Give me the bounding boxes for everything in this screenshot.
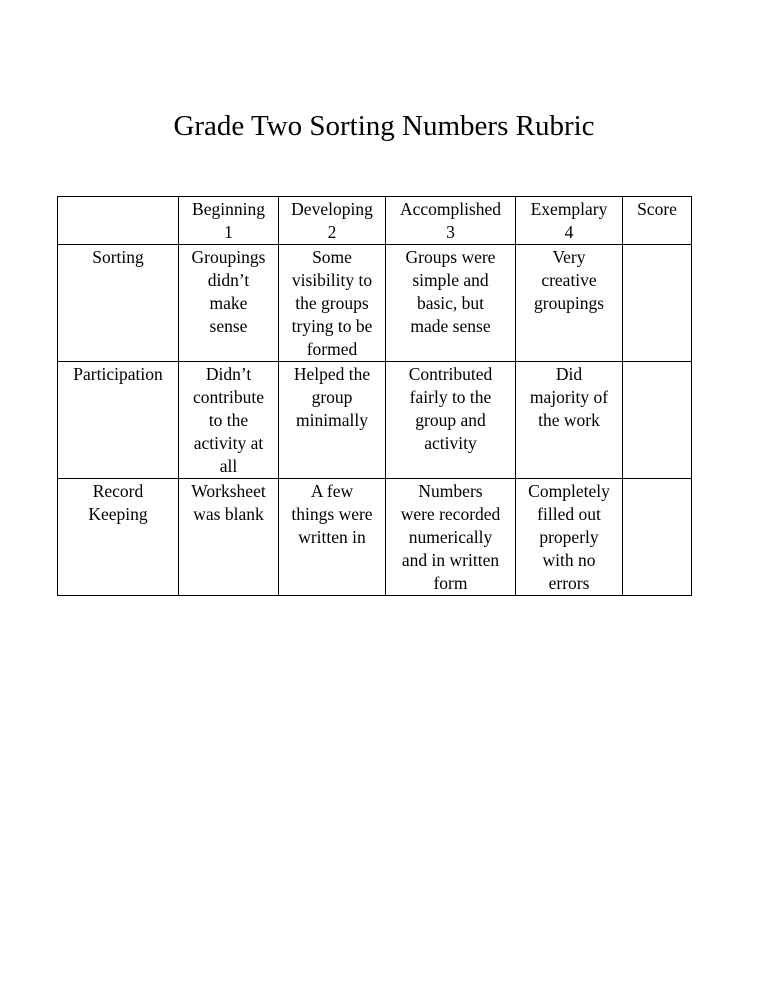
rubric-row-record-keeping <box>58 479 692 596</box>
descriptor-line: group and <box>415 410 486 430</box>
descriptor-line: Contributed <box>408 364 493 384</box>
descriptor-line: properly <box>539 527 599 547</box>
descriptor-line: numerically <box>408 527 493 547</box>
descriptor-line: Completely <box>528 481 610 501</box>
exemplary-descriptor-cell <box>516 362 623 479</box>
header-level-points: 2 <box>327 222 337 242</box>
descriptor-line: minimally <box>296 410 368 430</box>
developing-descriptor-cell <box>279 479 386 596</box>
descriptor-line: and in written <box>401 550 500 570</box>
descriptor-line: formed <box>306 339 358 359</box>
descriptor-line: the groups <box>295 293 369 313</box>
header-exemplary-cell <box>516 197 623 245</box>
descriptor-line: to the <box>208 410 249 430</box>
descriptor-line: all <box>219 456 238 476</box>
descriptor-line: group <box>311 387 353 407</box>
descriptor-line: Groups were <box>405 247 496 267</box>
exemplary-descriptor-cell <box>516 245 623 362</box>
criterion-line: Participation <box>73 364 163 384</box>
rubric-row-participation <box>58 362 692 479</box>
descriptor-line: made sense <box>410 316 491 336</box>
descriptor-line: trying to be <box>291 316 373 336</box>
descriptor-line: contribute <box>193 387 264 407</box>
beginning-descriptor-cell <box>179 479 279 596</box>
descriptor-line: groupings <box>534 293 604 313</box>
header-accomplished-cell <box>386 197 516 245</box>
header-level-label: Exemplary <box>530 199 608 219</box>
descriptor-line: form <box>433 573 468 593</box>
descriptor-line: A few <box>310 481 354 501</box>
exemplary-descriptor-cell <box>516 479 623 596</box>
score-cell <box>623 479 692 596</box>
criterion-cell <box>58 479 179 596</box>
header-level-points: 1 <box>224 222 233 242</box>
header-level-points: 3 <box>446 222 455 242</box>
descriptor-line: Very <box>552 247 586 267</box>
descriptor-line: visibility to <box>291 270 373 290</box>
rubric-header-row <box>58 197 692 245</box>
header-level-label: Accomplished <box>399 199 502 219</box>
descriptor-line: creative <box>541 270 597 290</box>
header-level-label: Beginning <box>192 199 265 219</box>
beginning-descriptor-cell <box>179 245 279 362</box>
descriptor-line: written in <box>298 527 366 547</box>
descriptor-line: Some <box>312 247 352 267</box>
descriptor-line: sense <box>209 316 248 336</box>
descriptor-line: basic, but <box>416 293 485 313</box>
descriptor-line: didn’t <box>207 270 250 290</box>
header-level-points: 4 <box>564 222 574 242</box>
accomplished-descriptor-cell <box>386 245 516 362</box>
descriptor-line: Didn’t <box>205 364 252 384</box>
descriptor-line: things were <box>291 504 373 524</box>
accomplished-descriptor-cell <box>386 479 516 596</box>
header-corner-cell <box>58 197 179 245</box>
descriptor-line: majority of <box>529 387 609 407</box>
rubric-row-sorting <box>58 245 692 362</box>
score-cell <box>623 245 692 362</box>
descriptor-line: was blank <box>193 504 264 524</box>
descriptor-line: were recorded <box>400 504 501 524</box>
descriptor-line: simple and <box>412 270 489 290</box>
score-cell <box>623 362 692 479</box>
header-beginning-cell <box>179 197 279 245</box>
descriptor-line: Worksheet <box>191 481 266 501</box>
descriptor-line: activity at <box>193 433 264 453</box>
criterion-line: Sorting <box>92 247 144 267</box>
criterion-line: Record <box>92 481 144 501</box>
criterion-cell <box>58 245 179 362</box>
document-title: Grade Two Sorting Numbers Rubric <box>173 110 595 142</box>
descriptor-line: make <box>209 293 248 313</box>
descriptor-line: fairly to the <box>409 387 492 407</box>
descriptor-line: activity <box>424 433 477 453</box>
header-level-label: Developing <box>291 199 373 219</box>
descriptor-line: filled out <box>537 504 601 524</box>
developing-descriptor-cell <box>279 245 386 362</box>
header-developing-cell <box>279 197 386 245</box>
developing-descriptor-cell <box>279 362 386 479</box>
descriptor-line: Helped the <box>293 364 371 384</box>
rubric-table <box>57 196 692 596</box>
beginning-descriptor-cell <box>179 362 279 479</box>
descriptor-line: Groupings <box>191 247 266 267</box>
descriptor-line: Did <box>555 364 583 384</box>
descriptor-line: Numbers <box>418 481 483 501</box>
descriptor-line: with no <box>542 550 596 570</box>
descriptor-line: errors <box>548 573 590 593</box>
descriptor-line: the work <box>538 410 600 430</box>
accomplished-descriptor-cell <box>386 362 516 479</box>
criterion-line: Keeping <box>88 504 148 524</box>
criterion-cell <box>58 362 179 479</box>
header-score-cell: Score <box>623 197 692 245</box>
